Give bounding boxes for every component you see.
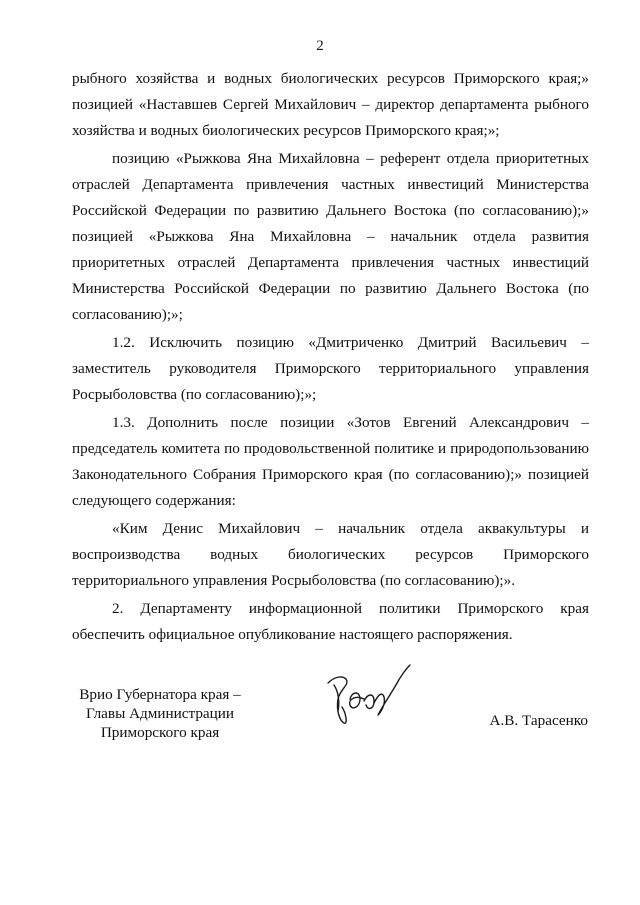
signatory-title-line-1: Врио Губернатора края – xyxy=(79,686,241,703)
page-number: 2 xyxy=(316,38,324,54)
handwritten-signature xyxy=(320,655,415,730)
paragraph-1-3: 1.3. Дополнить после позиции «Зотов Евгений Александрович – председатель комитета по продовольственной политике и природопользованию Законодательного Собрания Приморского края (по согласованию);» позицией следующего содержания: xyxy=(72,414,589,509)
paragraph-continuation: рыбного хозяйства и водных биологических ресурсов Приморского края;» позицией «Наставшев Сергей Михайлович – директор департамента рыбного хозяйства и водных биологических ресурсов Приморского края;»; xyxy=(72,70,589,139)
document-body xyxy=(72,66,589,648)
paragraph-ryzhkova: позицию «Рыжкова Яна Михайловна – референт отдела приоритетных отраслей Департамента привлечения частных инвестиций Министерства Российской Федерации по развитию Дальнего Востока (по согласованию);» позицией «Рыжкова Яна Михайловна – начальник отдела развития приоритетных отраслей Департамента привлечения частных инвестиций Министерства Российской Федерации по развитию Дальнего Востока (по согласованию);»; xyxy=(72,150,589,323)
signatory-title-line-3: Приморского края xyxy=(100,724,220,741)
signatory-name: А.В. Тарасенко xyxy=(489,712,588,729)
signatory-title xyxy=(70,685,250,742)
paragraph-1-2: 1.2. Исключить позицию «Дмитриченко Дмитрий Васильевич – заместитель руководителя Приморского территориального управления Росрыболовства (по согласованию);»; xyxy=(72,334,589,403)
signatory-title-line-2: Главы Администрации xyxy=(85,705,235,722)
paragraph-2: 2. Департаменту информационной политики Приморского края обеспечить официальное опубликование настоящего распоряжения. xyxy=(72,600,589,643)
paragraph-kim: «Ким Денис Михайлович – начальник отдела аквакультуры и воспроизводства водных биологических ресурсов Приморского территориального управления Росрыболовства (по согласованию);». xyxy=(72,520,589,589)
